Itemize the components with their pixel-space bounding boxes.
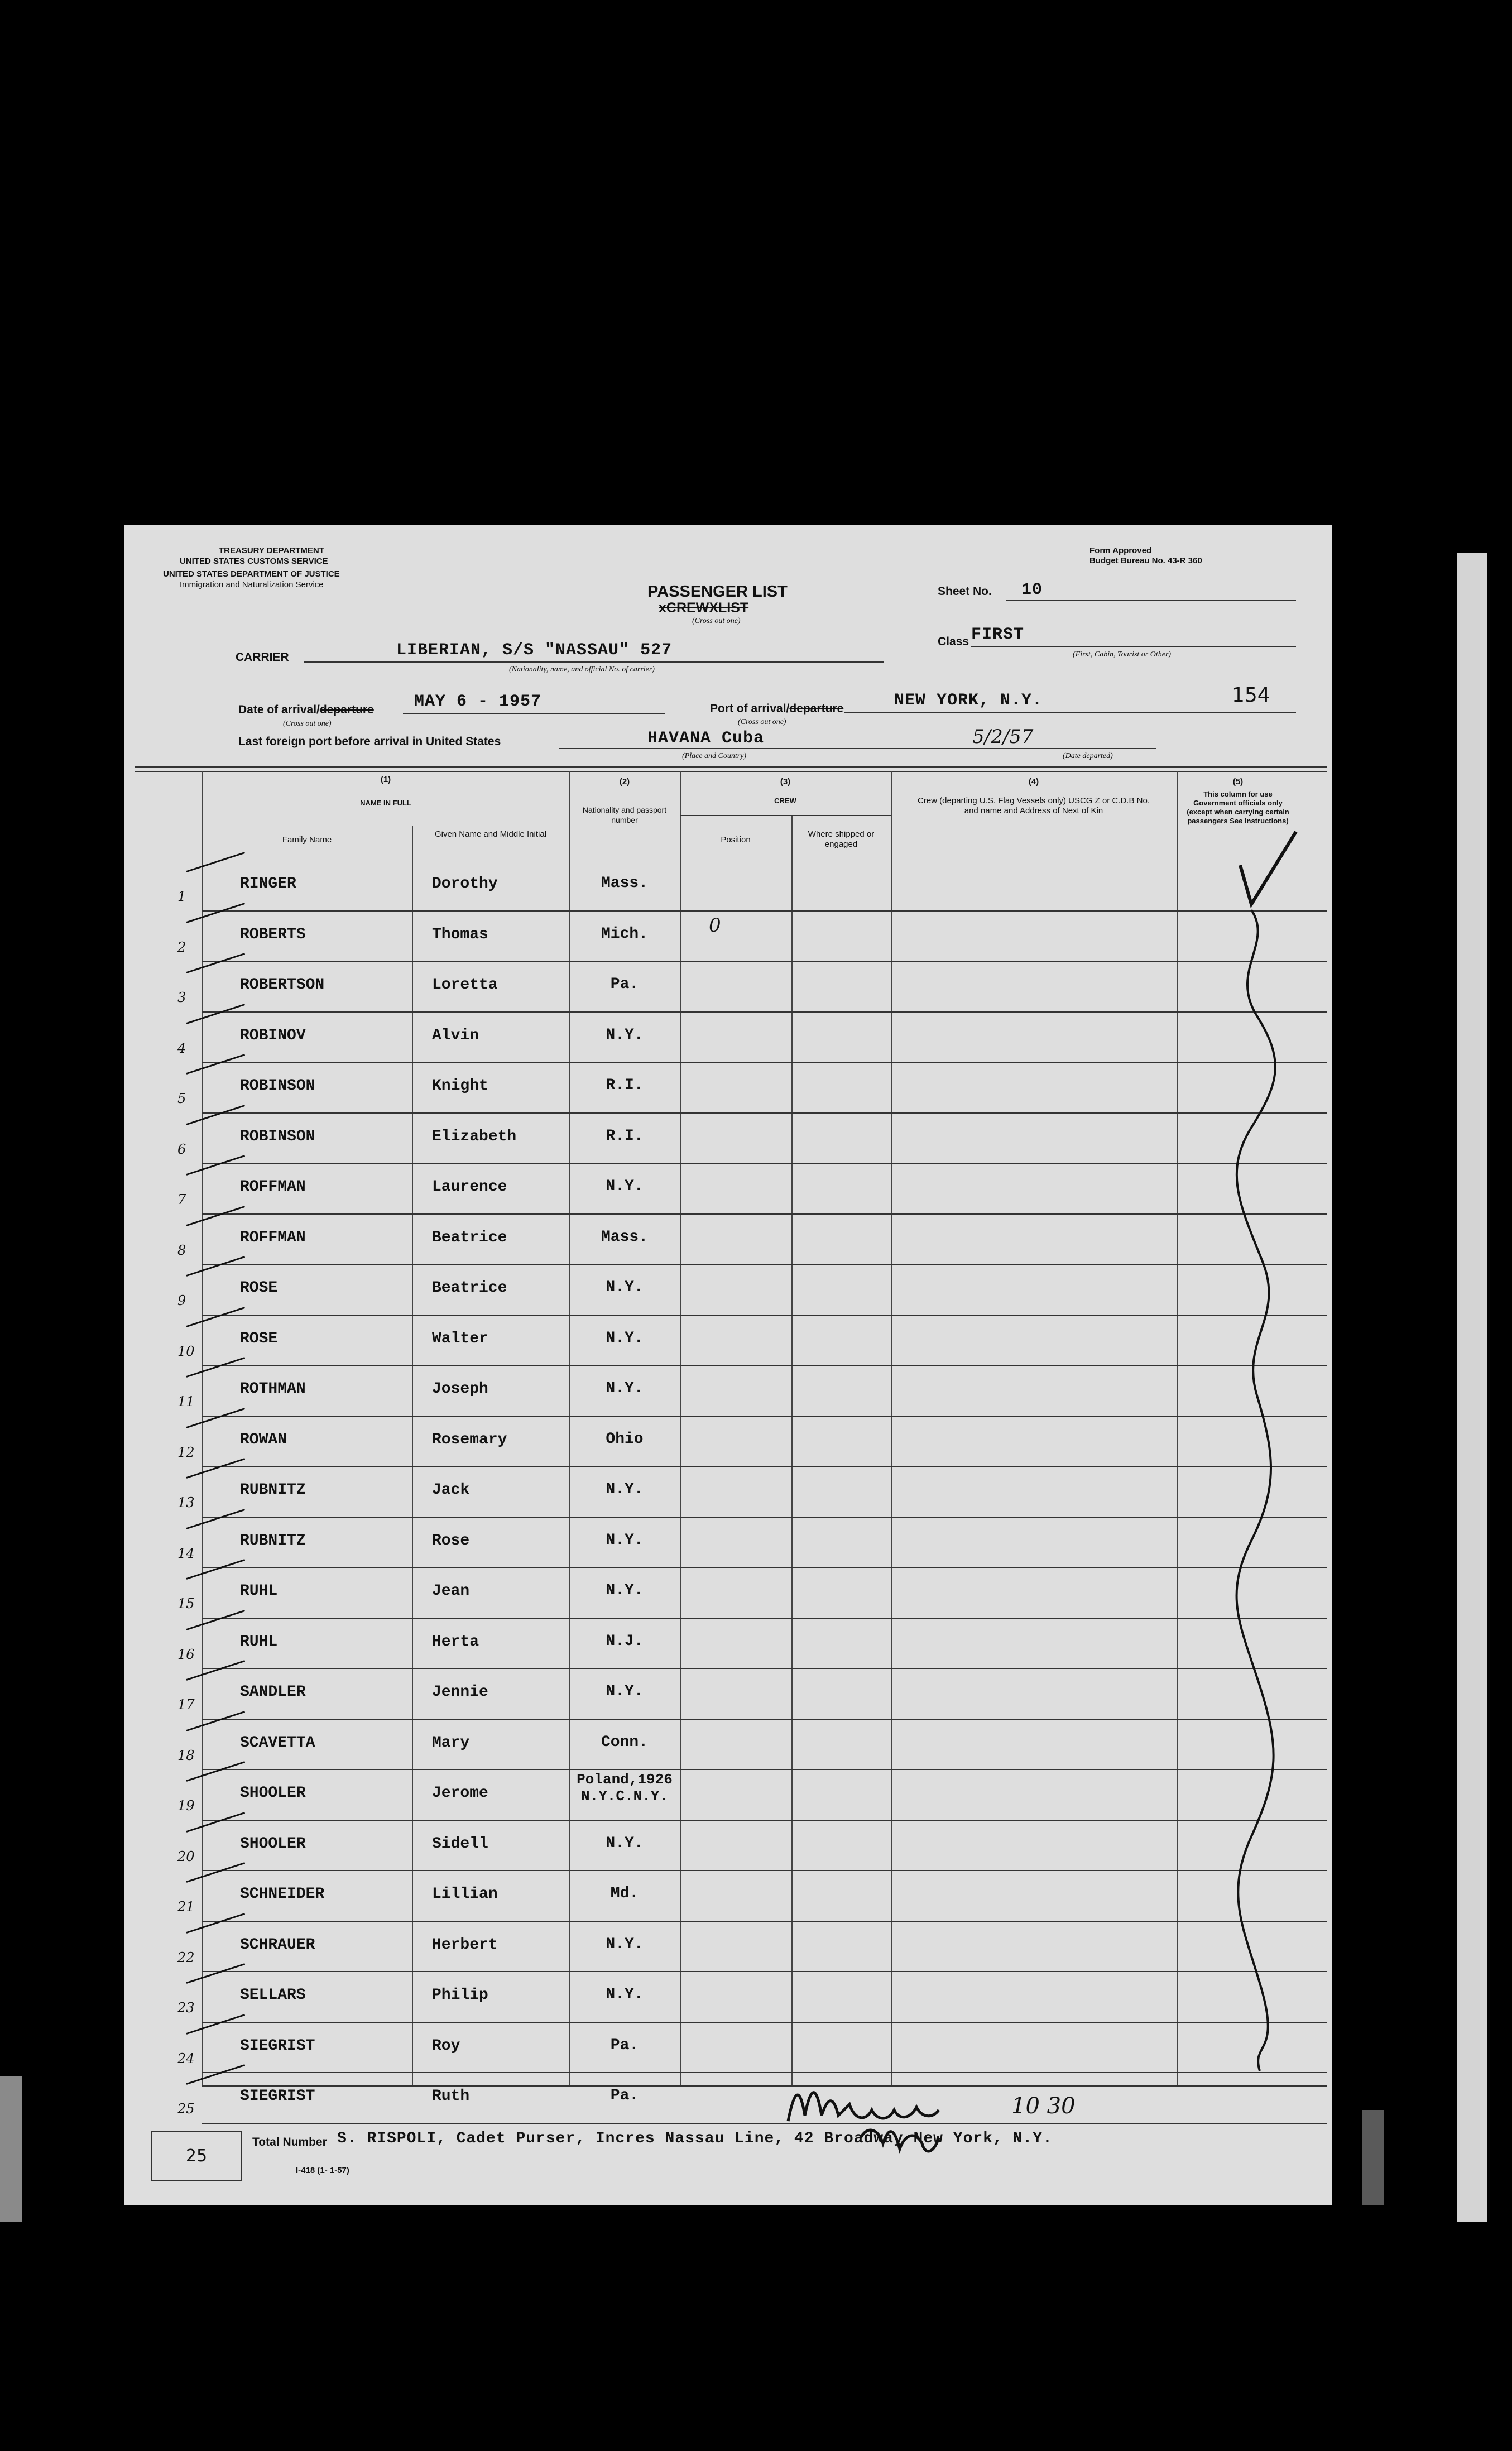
- family-name-cell: SELLARS: [240, 1987, 306, 2004]
- row-number: 21: [177, 1899, 195, 1915]
- row-check-tick: [186, 1660, 246, 1681]
- row-divider: [202, 1567, 1327, 1568]
- family-name-cell: RUBNITZ: [240, 1532, 306, 1550]
- col4-number: (4): [1028, 777, 1039, 786]
- given-name-cell: Beatrice: [432, 1229, 507, 1246]
- crew-list-crossed: xCREWXLIST: [659, 600, 749, 616]
- row-divider: [202, 1820, 1327, 1821]
- family-name-cell: SCHRAUER: [240, 1936, 315, 1954]
- row-number: 13: [177, 1495, 195, 1510]
- nationality-cell: N.Y.: [606, 1380, 644, 1397]
- row-check-tick: [186, 1610, 246, 1630]
- row-number: 18: [177, 1747, 195, 1763]
- nationality-cell: Poland,1926 N.Y.C.N.Y.: [577, 1771, 673, 1805]
- given-name-cell: Walter: [432, 1330, 488, 1347]
- date-departed-underline: [905, 748, 1156, 749]
- family-name-cell: RUHL: [240, 1633, 278, 1651]
- given-name-cell: Philip: [432, 1987, 488, 2004]
- cross-out-caption: (Cross out one): [692, 617, 741, 625]
- dept-line-4: Immigration and Naturalization Service: [180, 580, 324, 589]
- given-name-cell: Rose: [432, 1532, 470, 1550]
- row-divider: [202, 2072, 1327, 2073]
- nationality-cell: N.Y.: [606, 1986, 644, 2003]
- row-check-tick: [186, 1357, 246, 1378]
- given-name-cell: Roy: [432, 2037, 460, 2055]
- signature-line: S. RISPOLI, Cadet Purser, Incres Nassau Line, 42 Broadway New York, N.Y.: [337, 2130, 1053, 2147]
- port-underline: [844, 712, 1296, 713]
- row-number: 6: [177, 1141, 186, 1157]
- inspector-signature: [777, 2071, 1045, 2160]
- nationality-cell: Mich.: [601, 925, 648, 943]
- time-note: 10 30: [1011, 2093, 1076, 2119]
- row-check-tick: [186, 1812, 246, 1833]
- where-shipped-header: Where shipped or engaged: [808, 829, 875, 849]
- family-name-cell: RUBNITZ: [240, 1481, 306, 1499]
- row-check-tick: [186, 1054, 246, 1075]
- given-name-cell: Sidell: [432, 1835, 488, 1853]
- table-top-rule-2: [135, 771, 1327, 772]
- family-name-cell: SIEGRIST: [240, 2088, 315, 2105]
- family-name-cell: ROSE: [240, 1279, 278, 1297]
- position-header: Position: [721, 835, 751, 845]
- nationality-cell: Md.: [610, 1885, 639, 1902]
- row-check-tick: [186, 1963, 246, 1984]
- row-divider: [202, 2123, 1327, 2124]
- row-divider: [202, 1213, 1327, 1215]
- class-value: FIRST: [971, 625, 1025, 644]
- last-port-label: Last foreign port before arrival in United States: [238, 735, 501, 748]
- row-check-tick: [186, 852, 246, 872]
- given-name-cell: Lillian: [432, 1886, 498, 1903]
- row-number: 22: [177, 1949, 195, 1965]
- given-name-cell: Elizabeth: [432, 1128, 517, 1145]
- given-name-cell: Jerome: [432, 1785, 488, 1802]
- given-name-cell: Beatrice: [432, 1279, 507, 1297]
- row-check-tick: [186, 1509, 246, 1529]
- row-divider: [202, 1769, 1327, 1770]
- given-name-cell: Alvin: [432, 1027, 479, 1044]
- col-divider-family-given: [412, 826, 413, 2085]
- col3-number: (3): [780, 777, 791, 786]
- form-approved: Form Approved: [1089, 546, 1152, 555]
- total-box: [151, 2131, 242, 2181]
- row2-position-mark: 0: [709, 914, 721, 937]
- official-check-mark: [1235, 815, 1313, 2082]
- col5-title: This column for use Government officials only (except when carrying certain passengers See Instructions): [1187, 790, 1289, 825]
- row-check-tick: [186, 1913, 246, 1934]
- given-name-cell: Mary: [432, 1734, 470, 1752]
- budget-bureau: Budget Bureau No. 43-R 360: [1089, 556, 1202, 565]
- nationality-cell: Ohio: [606, 1430, 644, 1448]
- col1-title: NAME IN FULL: [360, 799, 411, 807]
- col2-title: Nationality and passport number: [582, 805, 667, 824]
- row-divider: [202, 1921, 1327, 1922]
- total-box-value: 25: [185, 2146, 208, 2166]
- col-divider-2-3: [680, 771, 681, 2085]
- given-name-cell: Loretta: [432, 976, 498, 994]
- sheet-no-label: Sheet No.: [938, 585, 992, 598]
- row-divider: [202, 1618, 1327, 1619]
- given-name-cell: Thomas: [432, 925, 488, 943]
- row-number: 3: [177, 990, 186, 1005]
- col4-title: Crew (departing U.S. Flag Vessels only) USCG Z or C.D.B No. and name and Address of Next of Kin: [918, 796, 1150, 816]
- row-check-tick: [186, 1408, 246, 1428]
- row-number: 17: [177, 1697, 195, 1713]
- nationality-cell: Conn.: [601, 1733, 648, 1751]
- family-name-cell: ROSE: [240, 1330, 278, 1347]
- row-check-tick: [186, 1761, 246, 1782]
- col2-number: (2): [619, 777, 630, 786]
- given-name-cell: Knight: [432, 1077, 488, 1095]
- row-number: 1: [177, 889, 186, 904]
- row-number: 19: [177, 1798, 195, 1814]
- nationality-cell: N.Y.: [606, 1329, 644, 1347]
- sheet-no-underline: [1006, 600, 1296, 601]
- row-number: 14: [177, 1545, 195, 1561]
- row-check-tick: [186, 1458, 246, 1479]
- port-caption: (Cross out one): [738, 718, 786, 726]
- date-label: Date of arrival/departure: [238, 703, 374, 716]
- col3-title: CREW: [774, 797, 796, 805]
- col1-number: (1): [380, 775, 391, 784]
- row-divider: [202, 1416, 1327, 1417]
- total-label: Total Number: [252, 2136, 327, 2148]
- col-divider-1-2: [569, 771, 570, 2085]
- row-number: 23: [177, 2000, 195, 2016]
- given-name-cell: Jennie: [432, 1683, 488, 1701]
- nationality-cell: N.Y.: [606, 1026, 644, 1044]
- row-check-tick: [186, 1256, 246, 1277]
- row-check-tick: [186, 1559, 246, 1580]
- row-check-tick: [186, 1206, 246, 1226]
- row-number: 5: [177, 1091, 186, 1106]
- nationality-cell: N.Y.: [606, 1683, 644, 1700]
- family-name-cell: ROBINSON: [240, 1128, 315, 1145]
- last-port-value: HAVANA Cuba: [647, 729, 765, 748]
- row-number: 11: [177, 1394, 195, 1409]
- row-number: 9: [177, 1293, 186, 1308]
- family-name-cell: ROBERTSON: [240, 976, 325, 994]
- row-check-tick: [186, 1004, 246, 1024]
- date-departed-value: 5/2/57: [972, 726, 1034, 748]
- adjacent-page-shadow-left: [0, 2076, 22, 2222]
- table-bottom-rule: [202, 2085, 1327, 2087]
- port-value: NEW YORK, N.Y.: [894, 691, 1043, 710]
- passenger-list-form: [124, 525, 1332, 2205]
- date-departed-caption: (Date departed): [1063, 752, 1113, 760]
- row-check-tick: [186, 2014, 246, 2035]
- row-divider: [202, 1264, 1327, 1265]
- nationality-cell: Mass.: [601, 875, 648, 892]
- row-number: 16: [177, 1646, 195, 1662]
- given-name-cell: Jean: [432, 1582, 470, 1600]
- row-number: 20: [177, 1848, 195, 1864]
- row-number: 4: [177, 1040, 186, 1056]
- row-check-tick: [186, 1307, 246, 1327]
- given-name-cell: Dorothy: [432, 875, 498, 893]
- given-name-header: Given Name and Middle Initial: [434, 829, 547, 839]
- row-divider: [202, 1517, 1327, 1518]
- row-number: 15: [177, 1596, 195, 1611]
- family-name-cell: ROWAN: [240, 1431, 287, 1448]
- family-name-cell: RUHL: [240, 1582, 278, 1600]
- class-caption: (First, Cabin, Tourist or Other): [1073, 650, 1172, 659]
- nationality-cell: Pa.: [610, 2036, 639, 2054]
- nationality-cell: R.I.: [606, 1077, 644, 1094]
- row-divider: [202, 1062, 1327, 1063]
- row-number: 8: [177, 1242, 186, 1258]
- family-name-cell: SCHNEIDER: [240, 1886, 325, 1903]
- stamp-number: 154: [1232, 684, 1270, 707]
- form-title: PASSENGER LIST: [647, 583, 788, 601]
- family-name-header: Family Name: [282, 835, 332, 845]
- family-name-cell: SANDLER: [240, 1683, 306, 1701]
- nationality-cell: N.Y.: [606, 1834, 644, 1852]
- family-name-cell: ROFFMAN: [240, 1178, 306, 1196]
- class-underline: [971, 646, 1296, 647]
- nationality-cell: N.Y.: [606, 1481, 644, 1498]
- nationality-cell: Mass.: [601, 1228, 648, 1246]
- nationality-cell: Pa.: [610, 2087, 639, 2104]
- row-divider: [202, 1365, 1327, 1366]
- nationality-cell: N.Y.: [606, 1178, 644, 1195]
- family-name-cell: SCAVETTA: [240, 1734, 315, 1752]
- family-name-cell: ROTHMAN: [240, 1380, 306, 1398]
- col5-number: (5): [1232, 777, 1244, 786]
- given-name-cell: Ruth: [432, 2088, 470, 2105]
- carrier-caption: (Nationality, name, and official No. of carrier): [509, 665, 655, 674]
- row-divider: [202, 910, 1327, 912]
- date-value: MAY 6 - 1957: [414, 692, 542, 711]
- family-name-cell: ROBINSON: [240, 1077, 315, 1095]
- family-name-cell: RINGER: [240, 875, 296, 893]
- given-name-cell: Herta: [432, 1633, 479, 1651]
- row-number: 7: [177, 1192, 186, 1207]
- col-divider-4-5: [1177, 771, 1178, 2085]
- last-port-caption: (Place and Country): [682, 752, 747, 760]
- row-check-tick: [186, 1862, 246, 1883]
- table-top-rule: [135, 766, 1327, 768]
- family-name-cell: SHOOLER: [240, 1785, 306, 1802]
- sheet-no-value: 10: [1021, 581, 1043, 599]
- given-name-cell: Laurence: [432, 1178, 507, 1196]
- row-divider: [202, 1315, 1327, 1316]
- date-underline: [403, 713, 665, 714]
- family-name-cell: SIEGRIST: [240, 2037, 315, 2055]
- adjacent-page-edge: [1457, 553, 1487, 2222]
- row-number: 24: [177, 2050, 195, 2066]
- carrier-value: LIBERIAN, S/S "NASSAU" 527: [396, 641, 673, 660]
- adjacent-page-shadow: [1362, 2110, 1384, 2205]
- family-name-cell: ROBERTS: [240, 925, 306, 943]
- carrier-underline: [304, 661, 884, 663]
- row-divider: [202, 961, 1327, 962]
- nationality-cell: N.Y.: [606, 1531, 644, 1549]
- row-number: 12: [177, 1444, 195, 1460]
- nationality-cell: N.J.: [606, 1632, 644, 1650]
- class-label: Class: [938, 635, 969, 648]
- row-check-tick: [186, 1711, 246, 1731]
- dept-line-3: UNITED STATES DEPARTMENT OF JUSTICE: [163, 569, 340, 579]
- row-divider: [202, 1870, 1327, 1871]
- nationality-cell: Pa.: [610, 976, 639, 993]
- given-name-cell: Joseph: [432, 1380, 488, 1398]
- row-number: 2: [177, 939, 186, 955]
- row-number: 25: [177, 2101, 195, 2117]
- row-divider: [202, 1971, 1327, 1972]
- row-divider: [202, 1163, 1327, 1164]
- row-check-tick: [186, 1155, 246, 1176]
- carrier-label: CARRIER: [236, 651, 289, 664]
- family-name-cell: ROBINOV: [240, 1027, 306, 1044]
- row-check-tick: [186, 953, 246, 973]
- form-number: I-418 (1- 1-57): [296, 2166, 349, 2175]
- nationality-cell: N.Y.: [606, 1582, 644, 1599]
- row-divider: [202, 1719, 1327, 1720]
- row-divider: [202, 1668, 1327, 1669]
- given-name-cell: Herbert: [432, 1936, 498, 1954]
- row-divider: [202, 2022, 1327, 2023]
- port-label: Port of arrival/departure: [710, 702, 844, 715]
- date-caption: (Cross out one): [283, 720, 332, 728]
- nationality-cell: N.Y.: [606, 1935, 644, 1953]
- row-divider: [202, 1011, 1327, 1013]
- dept-line-1: TREASURY DEPARTMENT: [219, 546, 324, 555]
- row-check-tick: [186, 903, 246, 923]
- given-name-cell: Rosemary: [432, 1431, 507, 1448]
- row-number: 10: [177, 1343, 195, 1359]
- row-check-tick: [186, 2064, 246, 2085]
- nationality-cell: R.I.: [606, 1127, 644, 1145]
- family-name-cell: SHOOLER: [240, 1835, 306, 1853]
- row-divider: [202, 1466, 1327, 1467]
- col-divider-3-4: [891, 771, 892, 2085]
- row-divider: [202, 1112, 1327, 1114]
- family-name-cell: ROFFMAN: [240, 1229, 306, 1246]
- col3-subheader-rule: [680, 815, 891, 816]
- given-name-cell: Jack: [432, 1481, 470, 1499]
- col-divider-position-where: [791, 815, 793, 2085]
- row-check-tick: [186, 1105, 246, 1125]
- dept-line-2: UNITED STATES CUSTOMS SERVICE: [180, 557, 328, 566]
- nationality-cell: N.Y.: [606, 1279, 644, 1296]
